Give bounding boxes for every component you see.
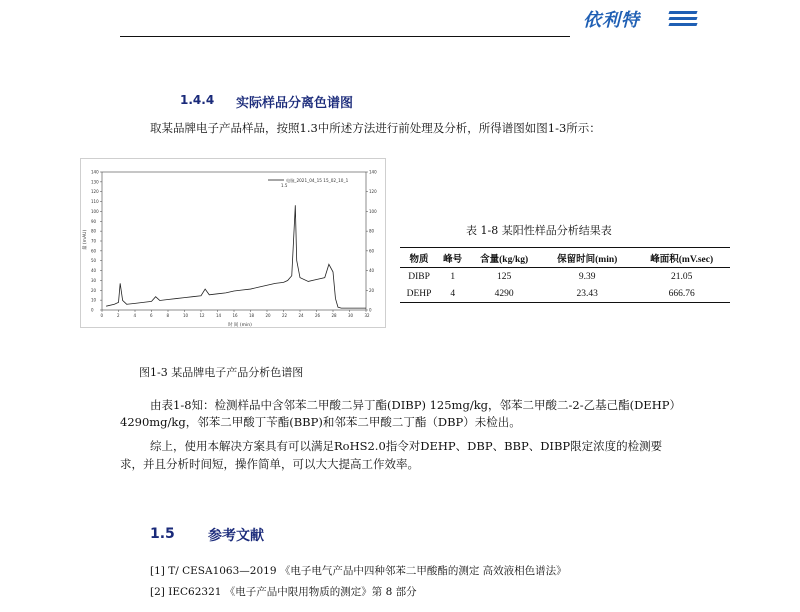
reference-item: [2] IEC62321 《电子产品中限用物质的测定》第 8 部分 xyxy=(150,586,417,598)
table-cell: 4 xyxy=(438,285,467,303)
y-right-tick-label: 20 xyxy=(369,287,375,293)
company-logo xyxy=(583,6,713,32)
x-tick-label: 16 xyxy=(232,313,238,318)
x-tick-label: 24 xyxy=(298,313,304,318)
conclusion-line: 求，并且分析时间短，操作简单，可以大大提高工作效率。 xyxy=(120,457,419,471)
conclusion-line: 4290mg/kg，邻苯二甲酸丁苄酯(BBP)和邻苯二甲酸二丁酯（DBP）未检出。 xyxy=(120,415,521,429)
table-header-cell: 含量(kg/kg) xyxy=(467,248,541,268)
x-tick-label: 28 xyxy=(331,313,337,318)
y-right-tick-label: 0 xyxy=(369,307,372,313)
table-cell: 21.05 xyxy=(671,271,693,282)
logo-bars-icon xyxy=(669,11,697,27)
table-cell: 9.39 xyxy=(578,271,596,282)
y-tick-label: 60 xyxy=(91,248,97,254)
table-header-cell: 保留时间(min) xyxy=(541,248,633,268)
y-tick-label: 10 xyxy=(91,297,97,303)
x-tick-label: 14 xyxy=(216,313,222,318)
y-tick-label: 0 xyxy=(91,307,94,313)
x-tick-label: 26 xyxy=(315,313,321,318)
table-header-cell: 峰号 xyxy=(438,248,467,268)
conclusion-line: 综上，使用本解决方案具有可以满足RoHS2.0指令对DEHP、DBP、BBP、DIBP限定浓度的检测要 xyxy=(150,439,663,453)
chart-frame xyxy=(81,159,386,328)
y-right-tick-label: 40 xyxy=(369,268,375,274)
y-axis-label: 量 (mAU) xyxy=(83,229,88,250)
section-number: 1.4.4 xyxy=(180,93,215,107)
table-row xyxy=(400,268,730,286)
chromatogram-figure xyxy=(80,158,386,328)
results-table xyxy=(400,247,730,303)
y-tick-label: 120 xyxy=(91,189,99,195)
section-number: 1.5 xyxy=(150,526,175,542)
header-rule xyxy=(120,36,570,37)
peak-label: 1.5 xyxy=(281,183,288,188)
y-right-tick-label: 100 xyxy=(369,208,377,214)
x-tick-label: 18 xyxy=(249,313,255,318)
x-tick-label: 6 xyxy=(150,313,153,318)
x-tick-label: 12 xyxy=(199,313,205,318)
x-tick-label: 2 xyxy=(117,313,120,318)
table-caption: 表 1-8 某阳性样品分析结果表 xyxy=(466,224,612,237)
chromatogram-chart xyxy=(80,158,386,328)
x-tick-label: 32 xyxy=(364,313,370,318)
y-right-tick-label: 120 xyxy=(369,189,377,195)
y-right-tick-label: 140 xyxy=(369,169,377,175)
y-tick-label: 80 xyxy=(91,228,97,234)
y-tick-label: 40 xyxy=(91,268,97,274)
table-cell: 4290 xyxy=(467,285,541,303)
y-tick-label: 110 xyxy=(91,199,99,205)
section-title: 实际样品分离色谱图 xyxy=(236,96,354,111)
y-right-tick-label: 60 xyxy=(369,248,375,254)
x-tick-label: 4 xyxy=(133,313,137,318)
y-tick-label: 140 xyxy=(91,169,99,175)
table-header-cell: 峰面积(mV.sec) xyxy=(633,248,730,268)
y-tick-label: 100 xyxy=(91,208,99,214)
figure-caption: 图1-3 某品牌电子产品分析色谱图 xyxy=(139,366,304,379)
conclusion-line: 由表1-8知：检测样品中含邻苯二甲酸二异丁酯(DIBP) 125mg/kg，邻苯二甲酸二-2-乙基己酯(DEHP） xyxy=(150,398,681,412)
table-cell: 666.76 xyxy=(633,285,730,303)
table-cell: 125 xyxy=(497,271,512,282)
x-axis-label: 时 间 (min) xyxy=(228,323,252,328)
x-tick-label: 8 xyxy=(166,313,170,318)
table-cell: DEHP xyxy=(400,285,438,303)
table-row xyxy=(400,285,730,303)
table-header-cell: 物质 xyxy=(400,248,438,268)
y-tick-label: 50 xyxy=(91,258,97,264)
table-cell: DIBP xyxy=(408,271,430,282)
x-tick-label: 0 xyxy=(100,313,104,318)
logo-text: 依利特 xyxy=(583,10,640,31)
y-tick-label: 20 xyxy=(91,287,97,293)
x-tick-label: 22 xyxy=(282,313,288,318)
x-tick-label: 30 xyxy=(348,313,354,318)
x-tick-label: 20 xyxy=(265,313,271,318)
table-cell: 1 xyxy=(450,271,456,282)
table-header-row xyxy=(400,248,730,268)
chart-legend: 电脑_2021_04_15 15_02_10_1 xyxy=(286,178,349,183)
y-tick-label: 90 xyxy=(91,218,97,224)
intro-paragraph: 取某品牌电子产品样品，按照1.3中所述方法进行前处理及分析，所得谱图如图1-3所示： xyxy=(150,121,601,135)
x-tick-label: 10 xyxy=(183,313,189,318)
y-right-tick-label: 80 xyxy=(369,228,375,234)
reference-item: [1] T/ CESA1063—2019 《电子电气产品中四种邻苯二甲酸酯的测定 高效液相色谱法》 xyxy=(150,565,567,577)
table-cell: 23.43 xyxy=(541,285,633,303)
y-tick-label: 70 xyxy=(91,238,97,244)
y-tick-label: 30 xyxy=(91,277,97,283)
section-title: 参考文献 xyxy=(208,528,264,544)
y-tick-label: 130 xyxy=(91,179,99,185)
